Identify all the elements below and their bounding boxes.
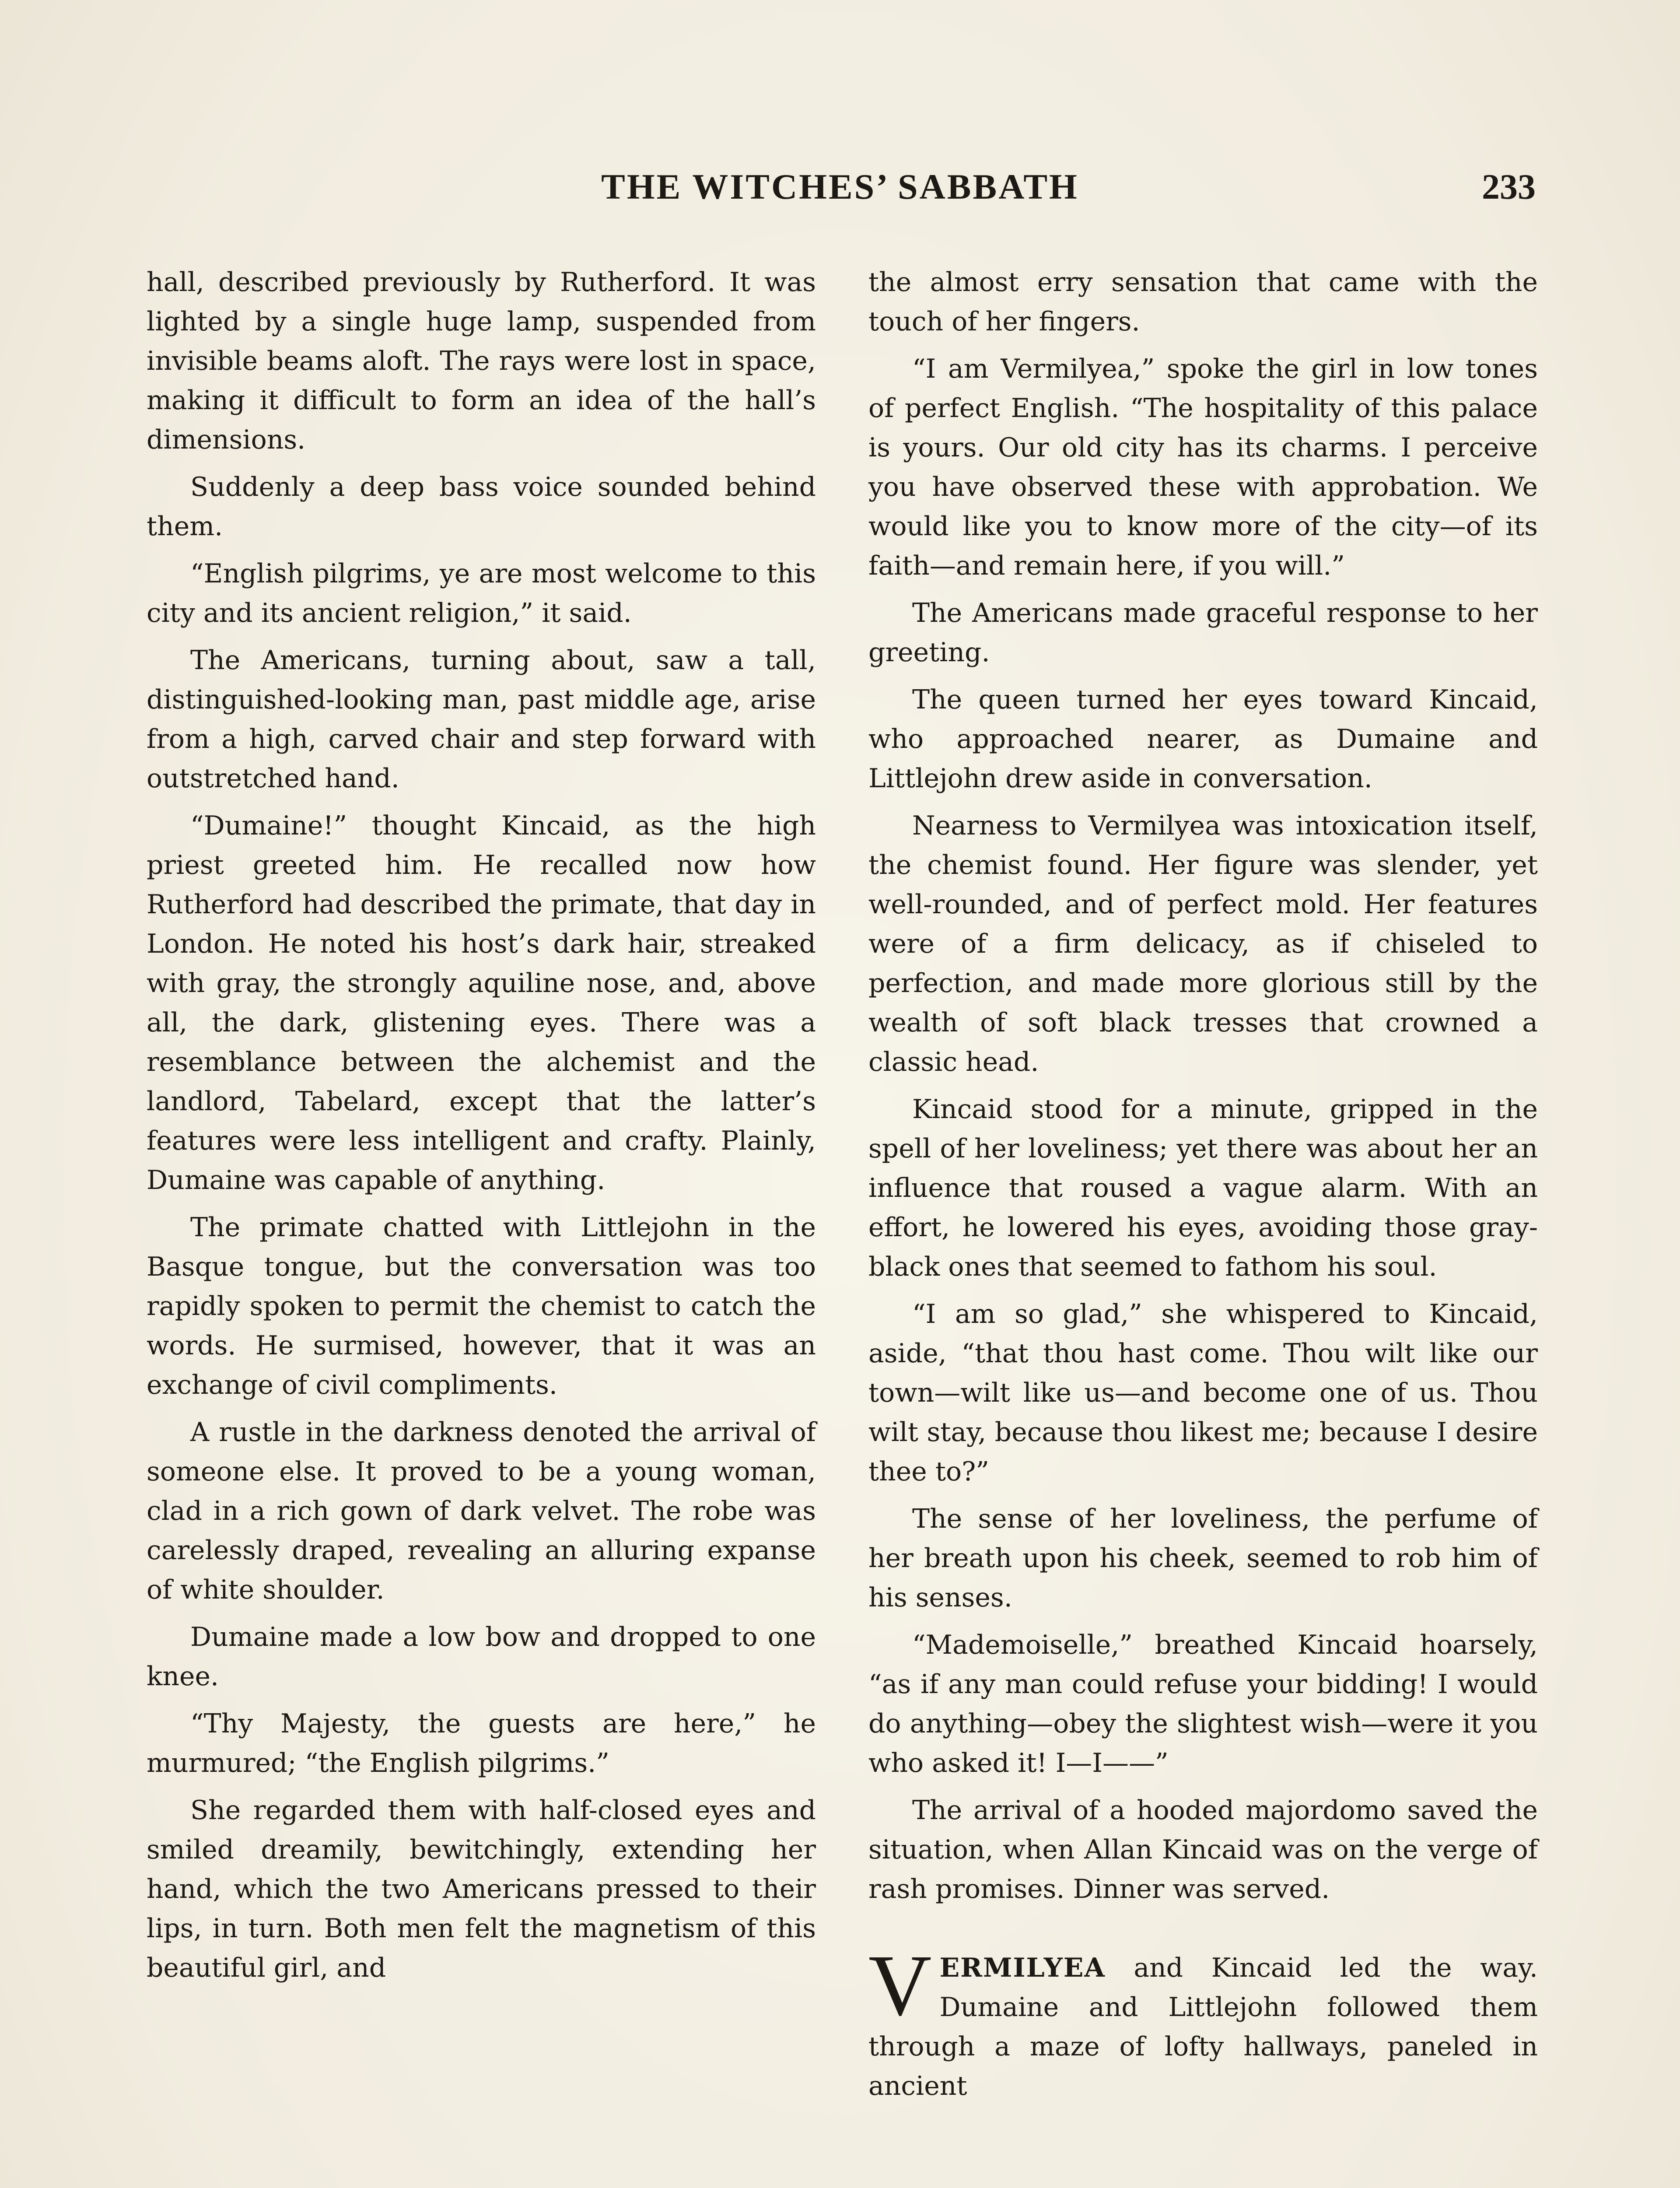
paragraph: Suddenly a deep bass voice sounded behind them. xyxy=(147,472,816,542)
paragraph: A rustle in the darkness denoted the arrival of someone else. It proved to be a young woman, clad in a rich gown of dark velvet. The robe was carelessly draped, revealing an alluring expanse of white shoulder. xyxy=(147,1417,816,1605)
left-column xyxy=(147,263,816,1995)
paragraph: “Thy Majesty, the guests are here,” he murmured; “the English pilgrims.” xyxy=(147,1708,816,1778)
section-text: and Kincaid led the way. Dumaine and Littlejohn followed them through a maze of lofty hallways, paneled in ancient xyxy=(868,1953,1538,2101)
paragraph: The primate chatted with Littlejohn in the Basque tongue, but the conversation was too rapidly spoken to permit the chemist to catch the words. He surmised, however, that it was an exchange of civil compliments. xyxy=(147,1212,816,1400)
paragraph: The queen turned her eyes toward Kincaid, who approached nearer, as Dumaine and Littlejohn drew aside in conversation. xyxy=(868,684,1538,794)
paragraph: hall, described previously by Rutherford. It was lighted by a single huge lamp, suspended from invisible beams aloft. The rays were lost in space, making it difficult to form an idea of the hall’s dimensions. xyxy=(147,267,816,455)
paragraph: “Dumaine!” thought Kincaid, as the high priest greeted him. He recalled now how Rutherford had described the primate, that day in London. He noted his host’s dark hair, streaked with gray, the strongly aquiline nose, and, above all, the dark, glistening eyes. There was a resemblance between the alchemist and the landlord, Tabelard, except that the latter’s features were less intelligent and crafty. Plainly, Dumaine was capable of anything. xyxy=(147,810,816,1196)
running-title: THE WITCHES’ SABBATH xyxy=(601,167,1079,207)
small-caps-lead: ERMILYEA xyxy=(939,1953,1106,1983)
paragraph: “I am Vermilyea,” spoke the girl in low tones of perfect English. “The hospitality of this palace is yours. Our old city has its charms. I perceive you have observed these with approbation. We would like you to know more of the city—of its faith—and remain here, if you will.” xyxy=(868,354,1538,581)
section-opening-paragraph xyxy=(868,1937,1538,2106)
page-number: 233 xyxy=(1482,167,1536,207)
running-header xyxy=(144,166,1536,214)
paragraph: “English pilgrims, ye are most welcome to this city and its ancient religion,” it said. xyxy=(147,558,816,628)
paragraph: the almost erry sensation that came with the touch of her fingers. xyxy=(868,267,1538,337)
right-column xyxy=(868,263,1538,2114)
paragraph: The sense of her loveliness, the perfume of her breath upon his cheek, seemed to rob him of his senses. xyxy=(868,1504,1538,1613)
paragraph: She regarded them with half-closed eyes and smiled dreamily, bewitchingly, extending her hand, which the two Americans pressed to their lips, in turn. Both men felt the magnetism of this beautiful girl, and xyxy=(147,1795,816,1983)
paragraph: Kincaid stood for a minute, gripped in the spell of her loveliness; yet there was about her an influence that roused a vague alarm. With an effort, he lowered his eyes, avoiding those gray-black ones that seemed to fathom his soul. xyxy=(868,1094,1538,1282)
paragraph: Dumaine made a low bow and dropped to one knee. xyxy=(147,1622,816,1692)
paragraph: The arrival of a hooded majordomo saved the situation, when Allan Kincaid was on the verge of rash promises. Dinner was served. xyxy=(868,1795,1538,1904)
paragraph: Nearness to Vermilyea was intoxication itself, the chemist found. Her figure was slender, yet well-rounded, and of perfect mold. Her features were of a firm delicacy, as if chiseled to perfection, and made more glorious still by the wealth of soft black tresses that crowned a classic head. xyxy=(868,810,1538,1077)
drop-cap: V xyxy=(868,1937,932,2034)
paragraph: “I am so glad,” she whispered to Kincaid, aside, “that thou hast come. Thou wilt like our town—wilt like us—and become one of us. Thou wilt stay, because thou likest me; because I desire thee to?” xyxy=(868,1299,1538,1487)
paragraph: The Americans made graceful response to her greeting. xyxy=(868,598,1538,668)
paragraph: “Mademoiselle,” breathed Kincaid hoarsely, “as if any man could refuse your bidding! I would do anything—obey the slightest wish—were it you who asked it! I—I——” xyxy=(868,1630,1538,1778)
paragraph: The Americans, turning about, saw a tall, distinguished-looking man, past middle age, arise from a high, carved chair and step forward with outstretched hand. xyxy=(147,645,816,794)
